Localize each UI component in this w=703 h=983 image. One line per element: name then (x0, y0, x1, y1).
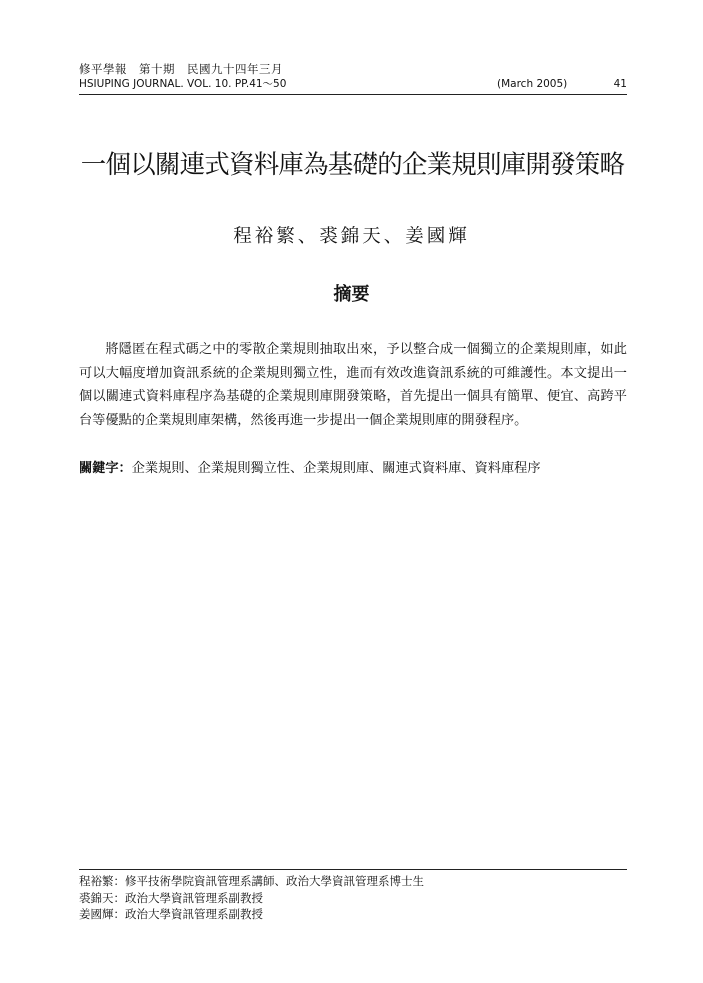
abstract-body: 將隱匿在程式碼之中的零散企業規則抽取出來，予以整合成一個獨立的企業規則庫，如此可以大幅度增加資訊系統的企業規則獨立性，進而有效改進資訊系統的可維護性。本文提出一個以關連式資料庫程序為基礎的企業規則庫開發策略，首先提出一個具有簡單、便宜、高跨平台等優點的企業規則庫架構，然後再進一步提出一個企業規則庫的開發程序。 (79, 342, 627, 428)
publication-date: (March 2005) (497, 78, 568, 90)
footnote-divider (79, 869, 627, 870)
author-list: 程裕繁、裘錦天、姜國輝 (233, 226, 470, 247)
keywords-label: 關鍵字： (79, 461, 132, 476)
footnote: 程裕繁：修平技術學院資訊管理系講師、政治大學資訊管理系博士生 (79, 874, 424, 888)
paper-title: 一個以關連式資料庫為基礎的企業規則庫開發策略 (80, 150, 625, 180)
page-number: 41 (613, 78, 627, 90)
footnote: 姜國輝：政治大學資訊管理系副教授 (79, 907, 263, 921)
header-divider (79, 94, 627, 95)
author-footnotes (79, 873, 627, 923)
keywords (79, 458, 627, 480)
running-header (79, 61, 627, 95)
journal-citation-line (79, 77, 627, 92)
abstract-heading: 摘要 (333, 284, 370, 305)
journal-english: HSIUPING JOURNAL. VOL. 10. PP.41～50 (79, 78, 287, 90)
journal-info: 修平學報 第十期 民國九十四年三月 (79, 62, 283, 76)
keywords-list: 企業規則、企業規則獨立性、企業規則庫、關連式資料庫、資料庫程序 (131, 461, 541, 476)
footnote: 裘錦天：政治大學資訊管理系副教授 (79, 890, 263, 905)
